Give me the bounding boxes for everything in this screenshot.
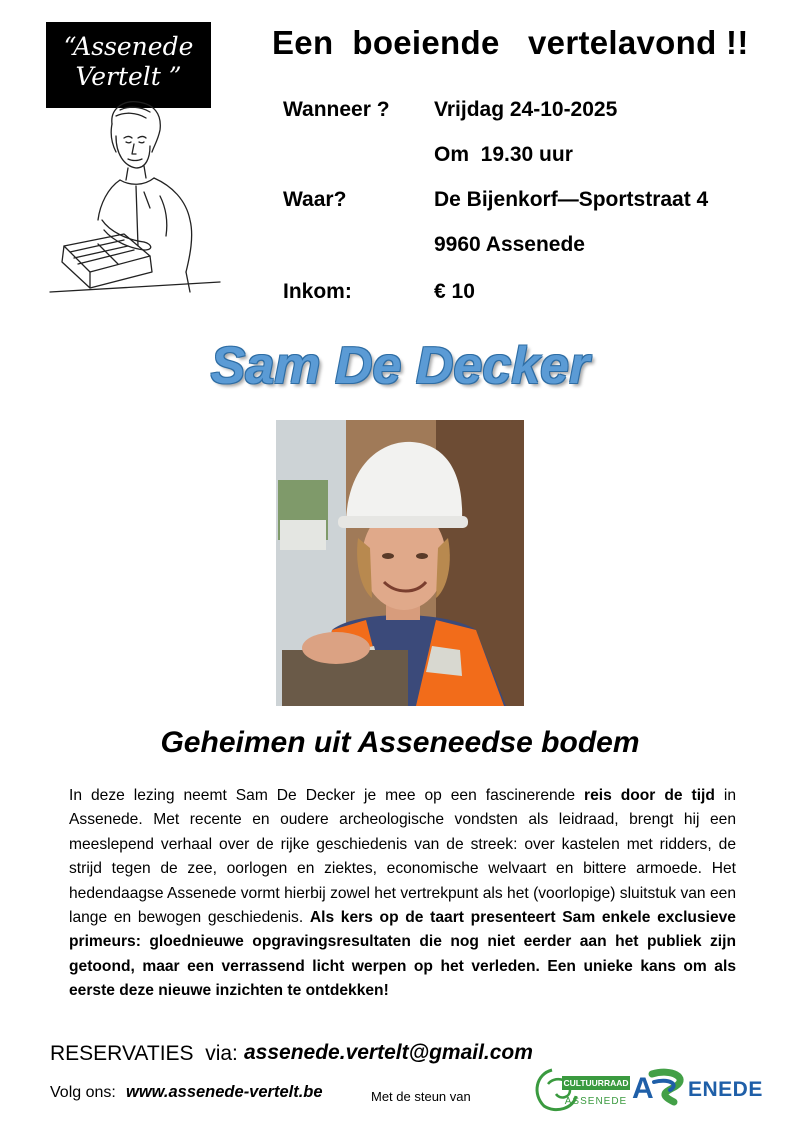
description-text-2: in Assenede. Met recente en oudere archeologische vondsten als leidraad, brengt hij een meeslepend verhaal over de rijke geschiedenis van de streek: over kastelen met ridders, de strijd tegen de zee, oorlogen en ziektes, economische welvaart en bittere armoede. Het hedendaagse Assenede vormt hierbij zowel het vertrekpunt als het (voorlopige) sluitstuk van een lange en bewogen geschiedenis. [69,787,736,927]
when-date-value: Vrijdag 24-10-2025 [434,98,618,121]
price-label: Inkom: [283,280,352,303]
lecture-description [69,784,736,1004]
assenede-municipality-logo [632,1064,772,1110]
where-label: Waar? [283,188,347,211]
logo-line-2: Vertelt ” [75,62,182,91]
follow-label: Volg ons: [50,1084,116,1101]
price-value: € 10 [434,280,475,303]
when-label: Wanneer ? [283,98,390,121]
description-highlight-1: reis door de tijd [584,787,715,804]
speaker-photo [276,420,524,706]
municipality-logo-letter: A [632,1072,654,1105]
cultuurraad-name: CULTUURRAAD [563,1078,629,1088]
svg-text:ENEDE: ENEDE [688,1078,763,1101]
where-city-value: 9960 Assenede [434,233,585,256]
speaker-name: Sam De Decker [210,337,590,395]
description-text-1: In deze lezing neemt Sam De Decker je mee op een fascinerende [69,787,585,804]
when-time-value: Om 19.30 uur [434,143,573,166]
website-link[interactable]: www.assenede-vertelt.be [126,1083,323,1101]
where-street-value: De Bijenkorf—Sportstraat 4 [434,188,709,211]
storyteller-illustration [40,96,230,306]
cultuurraad-place: ASSENEDE [564,1096,628,1107]
lecture-title: Geheimen uit Asseneedse bodem [160,726,640,759]
support-label: Met de steun van [371,1089,471,1104]
description-highlight-2: Als kers op de taart presenteert Sam enkele exclusieve primeurs: gloednieuwe opgravingsresultaten die nog niet eerder aan het publiek zijn getoond, maar een verrassend licht werpen op het verleden. Een unieke kans om als eerste deze nieuwe inzichten te ontdekken! [69,909,736,1000]
logo-line-1: “Assenede [63,32,194,61]
reservations-email-link[interactable]: assenede.vertelt@gmail.com [244,1041,533,1064]
cultuurraad-logo [530,1064,634,1114]
reservations-label: RESERVATIES via: [50,1042,238,1065]
page-title: Een boeiende vertelavond !! [272,24,749,61]
